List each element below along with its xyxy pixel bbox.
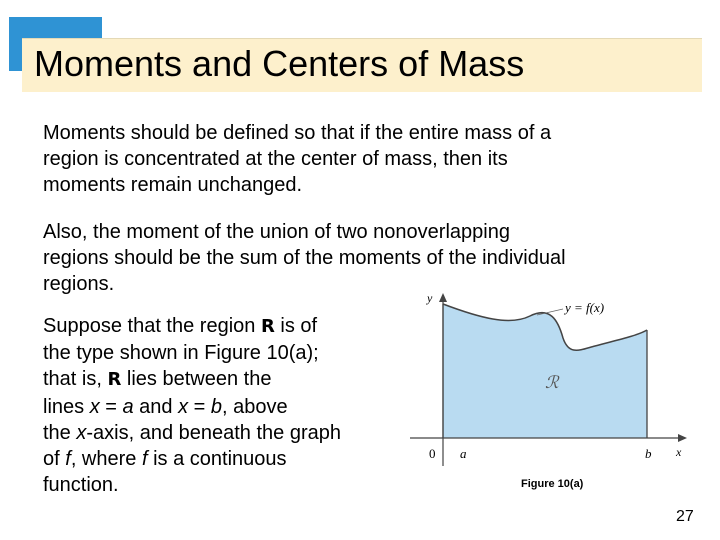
text-line — [43, 366, 341, 393]
variable-x: x — [89, 395, 100, 418]
text-line: regions should be the sum of the moments of the individual — [43, 247, 566, 269]
y-axis-label: y — [427, 291, 433, 305]
b-label: b — [645, 446, 652, 461]
text-run: = — [99, 395, 123, 418]
y-axis-arrow — [439, 293, 447, 302]
region-label: ℛ — [545, 373, 559, 392]
x-axis-label: x — [676, 445, 682, 459]
text-run: , above — [222, 395, 288, 418]
region-symbol: R — [107, 369, 122, 391]
paragraph-union-moments — [43, 219, 566, 297]
text-run: and — [133, 395, 179, 418]
slide-title: Moments and Centers of Mass — [34, 43, 525, 84]
text-line: regions. — [43, 273, 115, 295]
text-run: that is, — [43, 368, 108, 391]
text-run: of — [43, 448, 66, 471]
text-line: function. — [43, 474, 119, 497]
paragraph-region-description — [43, 313, 341, 498]
a-label: a — [460, 446, 467, 461]
text-line: Also, the moment of the union of two nonoverlapping — [43, 221, 510, 243]
text-line: the type shown in Figure 10(a); — [43, 342, 319, 365]
text-line — [43, 420, 341, 446]
region-figure — [405, 288, 695, 473]
text-run: = — [188, 395, 211, 418]
region-r-area — [443, 304, 647, 438]
text-run: , where — [70, 448, 142, 471]
curve-label: y = f(x) — [565, 300, 605, 315]
text-line: region is concentrated at the center of mass, then its — [43, 148, 508, 170]
variable-f: f — [141, 448, 148, 471]
origin-label: 0 — [429, 446, 436, 461]
text-line: Moments should be defined so that if the entire mass of a — [43, 122, 552, 144]
page-number: 27 — [676, 508, 694, 525]
variable-f: f — [65, 448, 71, 471]
variable-x: x — [76, 421, 87, 444]
text-run: is of — [274, 315, 318, 337]
text-run: lines — [43, 395, 90, 418]
paragraph-moments-definition — [43, 120, 551, 198]
variable-b: b — [210, 395, 223, 418]
text-line: moments remain unchanged. — [43, 174, 303, 196]
figure-caption: Figure 10(a) — [521, 478, 584, 490]
text-line — [43, 394, 341, 420]
text-line — [43, 313, 341, 340]
text-run: lies between the — [121, 368, 272, 391]
text-run: is a continuous — [147, 448, 287, 471]
variable-a: a — [122, 395, 134, 418]
region-symbol: R — [260, 316, 275, 337]
text-run: Suppose that the region — [43, 315, 261, 337]
variable-x: x — [178, 395, 189, 418]
text-line — [43, 446, 341, 472]
text-run: -axis, and beneath the graph — [86, 421, 341, 444]
text-run: the — [43, 421, 77, 444]
x-axis-arrow — [678, 434, 687, 442]
